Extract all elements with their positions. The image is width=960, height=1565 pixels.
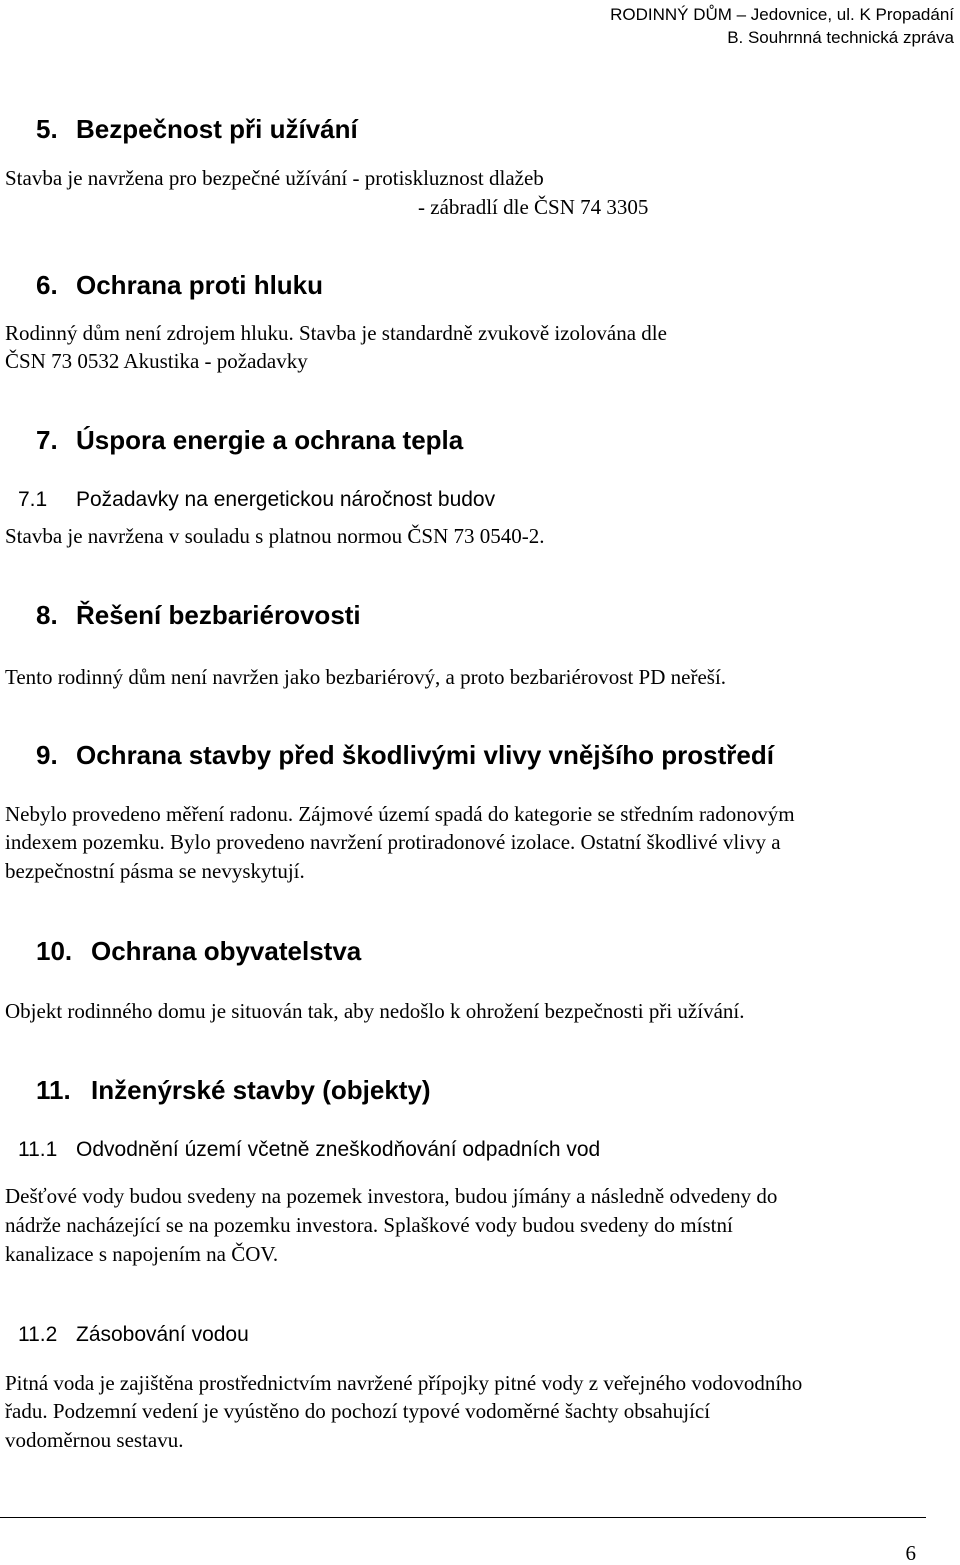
subsection-number: 7.1 (18, 488, 48, 511)
subsection-7-1-heading (18, 487, 495, 513)
section-7-text-line-1: Stavba je navržena v souladu s platnou normou ČSN 73 0540-2. (5, 524, 545, 548)
subsection-11-1-text-line-2: nádrže nacházející se na pozemku investora. Splaškové vody budou svedeny do místní (5, 1213, 733, 1237)
subsection-11-1-text-line-3: kanalizace s napojením na ČOV. (5, 1242, 279, 1266)
section-8-heading (36, 600, 361, 630)
section-5-heading (36, 114, 358, 144)
section-number: 11. (36, 1075, 71, 1105)
page-number: 6 (905, 1541, 916, 1565)
section-10-heading (36, 936, 361, 966)
section-number: 7. (36, 425, 58, 455)
section-title: Ochrana obyvatelstva (91, 936, 362, 966)
subsection-11-2-text-line-2: řadu. Podzemní vedení je vyústěno do pochozí typové vodoměrné šachty obsahující (5, 1399, 711, 1423)
section-9-text-line-3: bezpečnostní pásma se nevyskytují. (5, 859, 305, 883)
subsection-11-1-text-line-1: Dešťové vody budou svedeny na pozemek investora, budou jímány a následně odvedeny do (5, 1184, 778, 1208)
section-title: Ochrana proti hluku (76, 270, 324, 300)
subsection-title: Zásobování vodou (76, 1323, 249, 1346)
section-6-text-line-2: ČSN 73 0532 Akustika - požadavky (5, 349, 308, 373)
header-title: RODINNÝ DŮM – Jedovnice, ul. K Propadání (610, 5, 954, 24)
header-subtitle: B. Souhrnná technická zpráva (727, 28, 954, 47)
section-8-text-line-1: Tento rodinný dům není navržen jako bezbariérový, a proto bezbariérovost PD neřeší. (5, 665, 727, 689)
section-number: 9. (36, 740, 58, 770)
section-6-heading (36, 270, 323, 300)
section-number: 8. (36, 600, 58, 630)
section-5-text-line-1: Stavba je navržena pro bezpečné užívání - protiskluznost dlažeb (5, 166, 544, 190)
section-title: Úspora energie a ochrana tepla (76, 425, 464, 455)
section-11-heading (36, 1075, 431, 1105)
section-title: Řešení bezbariérovosti (76, 600, 361, 630)
section-title: Inženýrské stavby (objekty) (91, 1075, 431, 1105)
subsection-11-1-heading (18, 1137, 600, 1163)
subsection-title: Požadavky na energetickou náročnost budov (76, 488, 496, 511)
section-9-heading (36, 740, 774, 770)
section-number: 6. (36, 270, 58, 300)
subsection-number: 11.1 (18, 1138, 58, 1161)
section-9-text-line-2: indexem pozemku. Bylo provedeno navržení protiradonové izolace. Ostatní škodlivé vlivy a (5, 830, 781, 854)
subsection-number: 11.2 (18, 1323, 58, 1346)
section-5-text-line-2: - zábradlí dle ČSN 74 3305 (418, 195, 649, 219)
subsection-11-2-text-line-3: vodoměrnou sestavu. (5, 1428, 184, 1452)
section-title: Bezpečnost při užívání (76, 114, 358, 144)
section-6-text-line-1: Rodinný dům není zdrojem hluku. Stavba je standardně zvukově izolována dle (5, 321, 667, 345)
section-10-text-line-1: Objekt rodinného domu je situován tak, aby nedošlo k ohrožení bezpečnosti při užívání. (5, 999, 745, 1023)
section-number: 10. (36, 936, 73, 966)
section-7-heading (36, 425, 463, 455)
subsection-title: Odvodnění území včetně zneškodňování odpadních vod (76, 1138, 601, 1161)
section-9-text-line-1: Nebylo provedeno měření radonu. Zájmové území spadá do kategorie se středním radonovým (5, 802, 795, 826)
section-number: 5. (36, 114, 58, 144)
subsection-11-2-text-line-1: Pitná voda je zajištěna prostřednictvím navržené přípojky pitné vody z veřejného vodovodního (5, 1371, 803, 1395)
subsection-11-2-heading (18, 1322, 249, 1348)
section-title: Ochrana stavby před škodlivými vlivy vnějšího prostředí (76, 740, 774, 770)
footer-divider (0, 1517, 926, 1518)
